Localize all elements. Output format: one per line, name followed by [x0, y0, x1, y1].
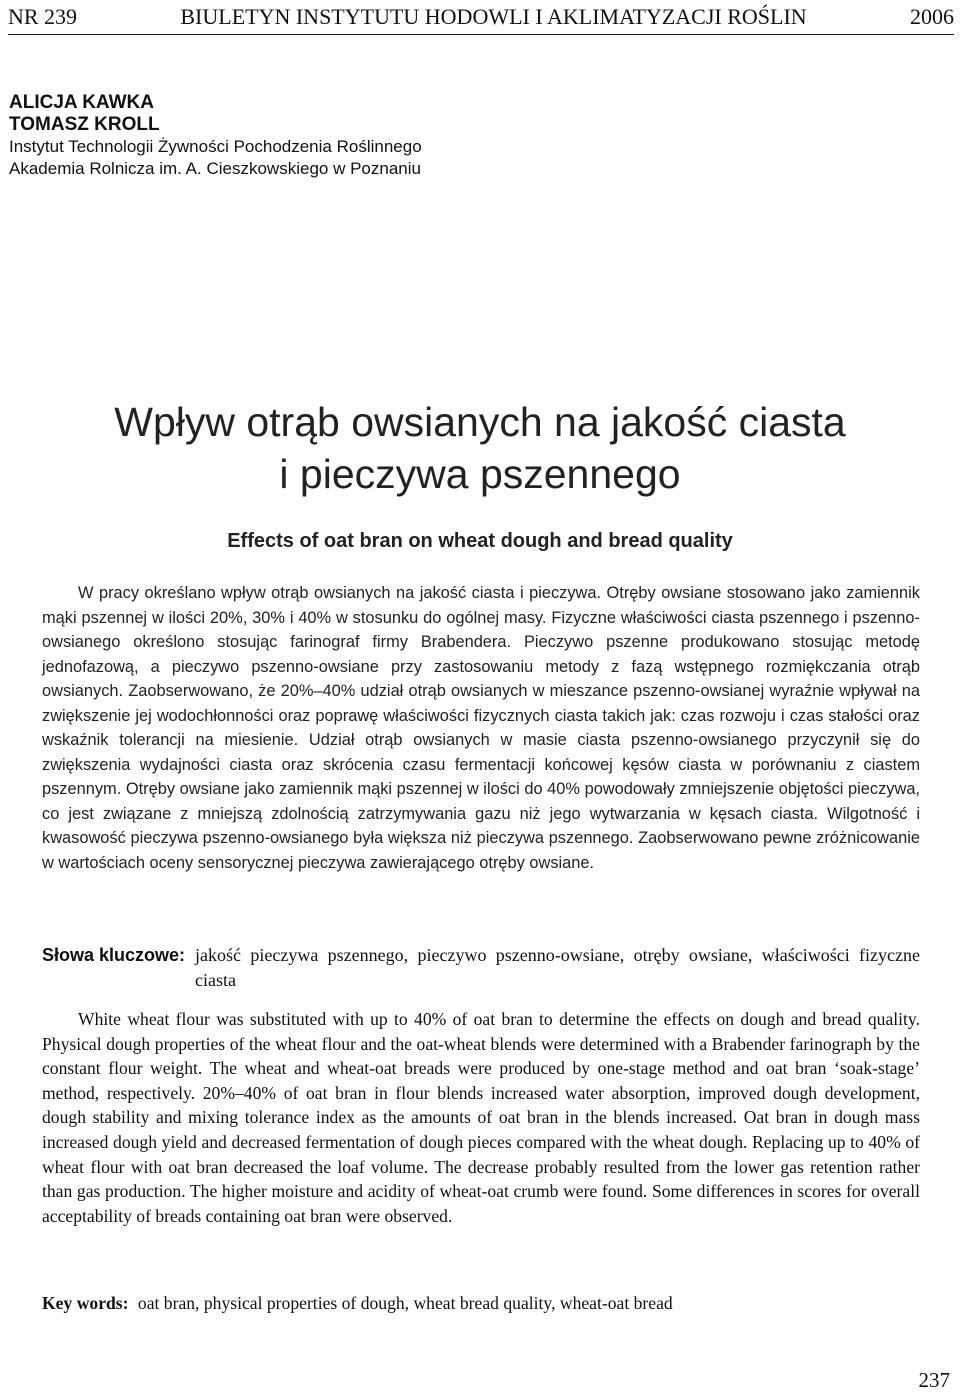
- abstract-polish: W pracy określano wpływ otrąb owsianych na jakość ciasta i pieczywa. Otręby owsiane stosowano jako zamiennik mąki pszennej w ilości 20%, 30% i 40% w stosunku do ogólnej masy. Fizyczne właściwości ciasta pszennego i pszenno-owsianego określono stosując farinograf firmy Brabendera. Pieczywo pszenne produkowano stosując metodę jednofazową, a pieczywo pszenno-owsiane przy zastosowaniu metody z fazą wstępnego rozmiękczania otrąb owsianych. Zaobserwowano, że 20%–40% udział otrąb owsianych w mieszance pszenno-owsianej wyraźnie wpływał na zwiększenie jej wodochłonności oraz poprawę właściwości fizycznych ciasta takich jak: czas rozwoju i czas stałości oraz wskaźnik tolerancji na miesienie. Udział otrąb owsianych w masie ciasta pszenno-owsianego przyczynił się do zwiększenia wydajności ciasta oraz skrócenia czasu fermentacji końcowej kęsów ciasta w porównaniu z ciastem pszennym. Otręby owsiane jako zamiennik mąki pszennej w ilości do 40% powodowały zmniejszenie objętości pieczywa, co jest związane z mniejszą zdolnością zatrzymywania gazu niż jego wytwarzania w kęsach ciasta. Wilgotność i kwasowość pieczywa pszenno-owsianego była większa niż pieczywa pszennego. Zaobserwowano pewne zróżnicowanie w wartościach oceny sensorycznej pieczywa zawierającego otręby owsiane.: [42, 584, 920, 872]
- abstract-english: White wheat flour was substituted with up to 40% of oat bran to determine the effects on dough and bread quality. Physical dough properties of the wheat flour and the oat-wheat blends were determined with a Brabender farinograph by the constant flour weight. The wheat and wheat-oat breads were produced by one-stage method and oat bran ‘soak-stage’ method, respectively. 20%–40% of oat bran in flour blends increased water absorption, improved dough development, dough stability and mixing tolerance index as the amounts of oat bran in the blends increased. Oat bran in dough mass increased dough yield and decreased fermentation of dough pieces compared with the wheat dough. Replacing up to 40% of wheat flour with oat bran decreased the loaf volume. The decrease probably resulted from the lower gas retention rather than gas production. The higher moisture and acidity of wheat-oat crumb were found. Some differences in scores for overall acceptability of breads containing oat bran were observed.: [42, 1009, 920, 1226]
- running-header: [8, 4, 954, 30]
- keywords-text: jakość pieczywa pszennego, pieczywo pszenno-owsiane, otręby owsiane, właściwości fizyczne ciasta: [195, 945, 920, 990]
- keywords-text: oat bran, physical properties of dough, wheat bread quality, wheat-oat bread: [137, 1293, 673, 1313]
- title-line-2: i pieczywa pszennego: [279, 451, 681, 497]
- author-name: TOMASZ KROLL: [9, 114, 160, 135]
- keywords-polish: [42, 943, 920, 992]
- affiliation-line: Akademia Rolnicza im. A. Cieszkowskiego w Poznaniu: [9, 159, 421, 178]
- page-number: 237: [918, 1368, 950, 1392]
- title-line-1: Wpływ otrąb owsianych na jakość ciasta: [114, 399, 846, 445]
- author-name: ALICJA KAWKA: [9, 92, 154, 113]
- issue-number: NR 239: [8, 4, 78, 29]
- keywords-label: Key words:: [42, 1293, 129, 1313]
- affiliation-line: Instytut Technologii Żywności Pochodzenia Roślinnego: [9, 137, 422, 156]
- title-polish: [40, 396, 920, 500]
- journal-title: BIULETYN INSTYTUTU HODOWLI I AKLIMATYZACJI ROŚLIN: [180, 4, 807, 29]
- keywords-english: [42, 1291, 920, 1315]
- keywords-label: Słowa kluczowe:: [42, 945, 186, 965]
- publication-year: 2006: [910, 4, 954, 29]
- author-block: [9, 92, 709, 180]
- header-rule: [8, 34, 954, 35]
- title-english: Effects of oat bran on wheat dough and bread quality: [227, 530, 733, 552]
